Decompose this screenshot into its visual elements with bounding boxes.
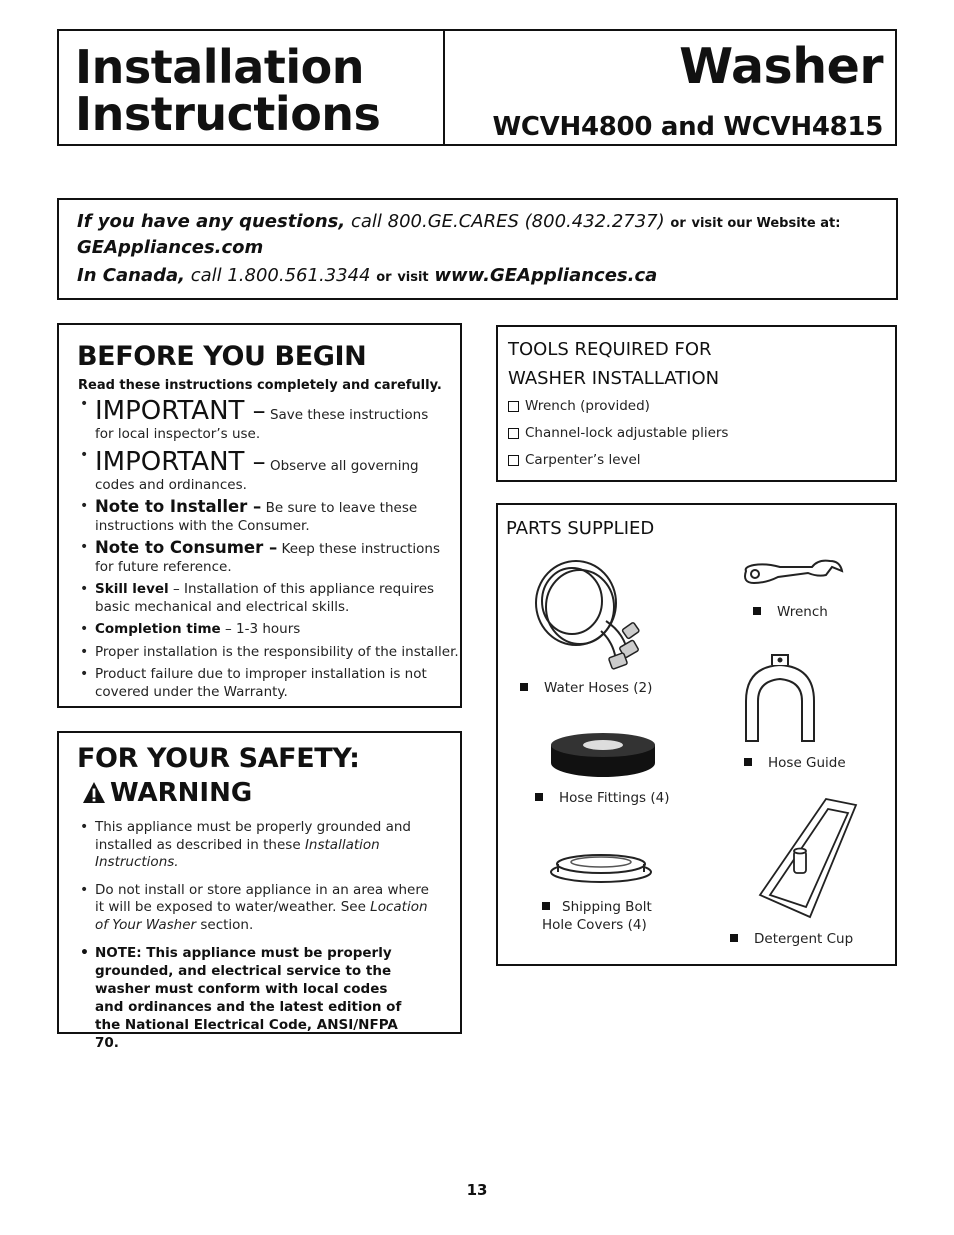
item-text: Keep these instructions [277, 541, 441, 557]
parts-title: PARTS SUPPLIED [506, 518, 655, 539]
item-text: Product failure due to improper installation is not [95, 666, 427, 682]
completion-time-lead: Completion time [95, 621, 221, 637]
tool-label: Carpenter’s level [525, 452, 641, 468]
warning-heading [82, 777, 460, 809]
item-text-cont: installed as described in these [95, 836, 305, 853]
safety-box [57, 731, 462, 1051]
item-text-cont: basic mechanical and electrical skills. [95, 598, 350, 615]
water-hoses-image [526, 551, 656, 671]
item-text-cont: covered under the Warranty. [95, 683, 288, 700]
list-item [77, 498, 460, 535]
tool-label: Wrench (provided) [525, 398, 650, 414]
list-item [77, 666, 460, 701]
list-item [77, 621, 460, 639]
checkbox-icon [508, 455, 519, 466]
part-bolt-covers [542, 898, 652, 934]
header-product-block [445, 31, 895, 144]
item-text: Observe all governing [265, 457, 419, 474]
warning-icon [82, 781, 106, 805]
list-item [77, 539, 460, 576]
note-installer-lead: Note to Installer – [95, 497, 262, 516]
bullet-square-icon [542, 902, 550, 910]
canada-phone: call 1.800.561.3344 [190, 265, 371, 286]
detergent-cup-image [756, 795, 866, 919]
important-lead: IMPORTANT – [95, 446, 266, 477]
website-link[interactable]: GEAppliances.com [77, 237, 264, 258]
warning-label: WARNING [110, 778, 253, 808]
page-header [57, 29, 897, 146]
canada-or: or [376, 270, 392, 285]
list-item [77, 882, 460, 935]
before-title: BEFORE YOU BEGIN [77, 341, 367, 372]
questions-phone: call 800.GE.CARES (800.432.2737) [350, 211, 665, 232]
part-label-text: Wrench [777, 604, 828, 620]
item-text-cont: for local inspector’s use. [95, 426, 261, 442]
part-label-text: Detergent Cup [754, 931, 854, 947]
item-text: This appliance must be properly grounded and [95, 819, 411, 835]
bullet-square-icon [520, 683, 528, 691]
bullet-square-icon [535, 793, 543, 801]
item-text: Do not install or store appliance in an area where [95, 881, 429, 898]
bolt-covers-image [548, 850, 654, 884]
canada-visit: visit [397, 270, 429, 285]
list-item [77, 581, 460, 616]
header-title-line2: Instructions [75, 87, 381, 141]
checkbox-icon [508, 401, 519, 412]
list-item [77, 944, 412, 1052]
bullet-square-icon [730, 934, 738, 942]
canada-website-link[interactable]: www.GEAppliances.ca [434, 265, 658, 286]
contact-line-3 [77, 264, 896, 290]
before-list [77, 396, 460, 701]
tool-item [508, 420, 895, 447]
hose-guide-image [740, 651, 820, 745]
item-text: – 1-3 hours [220, 621, 301, 637]
contact-box [57, 198, 898, 300]
contact-line-2 [77, 236, 896, 260]
item-text-italic: Location [370, 899, 428, 915]
contact-line-1 [77, 210, 896, 236]
part-label-text: Water Hoses (2) [544, 680, 653, 696]
part-detergent-cup [730, 930, 853, 948]
product-name: Washer [679, 38, 883, 95]
checkbox-icon [508, 428, 519, 439]
tool-item [508, 447, 895, 474]
tools-required-box [496, 325, 897, 482]
read-instructions-note: Read these instructions completely and carefully. [78, 378, 442, 393]
item-text: Be sure to leave these [261, 500, 418, 516]
wrench-image [736, 557, 848, 591]
item-text-italic: Installation Instructions. [95, 836, 380, 870]
part-label-text: Hose Fittings (4) [559, 790, 670, 806]
part-label-text: Hose Guide [768, 755, 846, 771]
list-item [77, 396, 460, 444]
questions-or: or [670, 216, 686, 231]
part-label-text: Shipping Bolt [562, 899, 652, 915]
nec-note: NOTE: This appliance must be properly grounded, and electrical service to the washer must conform with local codes and ordinances and the latest edition of the National Electrical Code, ANSI/NFPA 70. [95, 945, 402, 1051]
list-item [77, 447, 460, 495]
tool-item [508, 393, 895, 420]
item-text-cont: instructions with the Consumer. [95, 517, 310, 534]
item-text-cont: for future reference. [95, 558, 232, 575]
model-numbers: WCVH4800 and WCVH4815 [492, 112, 883, 142]
page-number: 13 [466, 1181, 488, 1199]
important-lead: IMPORTANT – [95, 396, 266, 426]
parts-supplied-box [496, 503, 897, 966]
list-item [77, 819, 460, 872]
list-item [77, 644, 460, 662]
tool-label: Channel-lock adjustable pliers [525, 425, 729, 441]
item-text: – Installation of this appliance requires [168, 581, 435, 597]
note-consumer-lead: Note to Consumer – [95, 538, 278, 557]
part-water-hoses [520, 679, 652, 697]
hose-fittings-image [548, 731, 658, 781]
header-title-block [59, 31, 445, 144]
part-hose-fittings [535, 789, 670, 807]
tools-title-line1: TOOLS REQUIRED FOR [508, 339, 712, 360]
safety-list [77, 819, 460, 1052]
part-hose-guide [744, 754, 846, 772]
tools-title-line2: WASHER INSTALLATION [508, 368, 720, 389]
questions-lead: If you have any questions, [77, 211, 346, 232]
safety-title: FOR YOUR SAFETY: [77, 743, 360, 774]
before-you-begin-box [57, 323, 462, 708]
item-text-italic: of Your Washer [95, 916, 197, 933]
bullet-square-icon [744, 758, 752, 766]
item-text: Save these instructions [265, 407, 429, 423]
item-text-cont: it will be exposed to water/weather. See [95, 899, 371, 915]
item-text: Proper installation is the responsibility of the installer. [95, 643, 459, 660]
questions-visit: visit our Website at: [691, 216, 841, 231]
part-label-text-cont: Hole Covers (4) [542, 917, 647, 933]
canada-lead: In Canada, [77, 265, 185, 286]
bullet-square-icon [753, 607, 761, 615]
header-title-line1: Installation [75, 40, 364, 94]
skill-level-lead: Skill level [95, 581, 169, 597]
part-wrench [753, 603, 828, 621]
item-text-cont: section. [196, 916, 254, 933]
item-text-cont: codes and ordinances. [95, 476, 247, 493]
